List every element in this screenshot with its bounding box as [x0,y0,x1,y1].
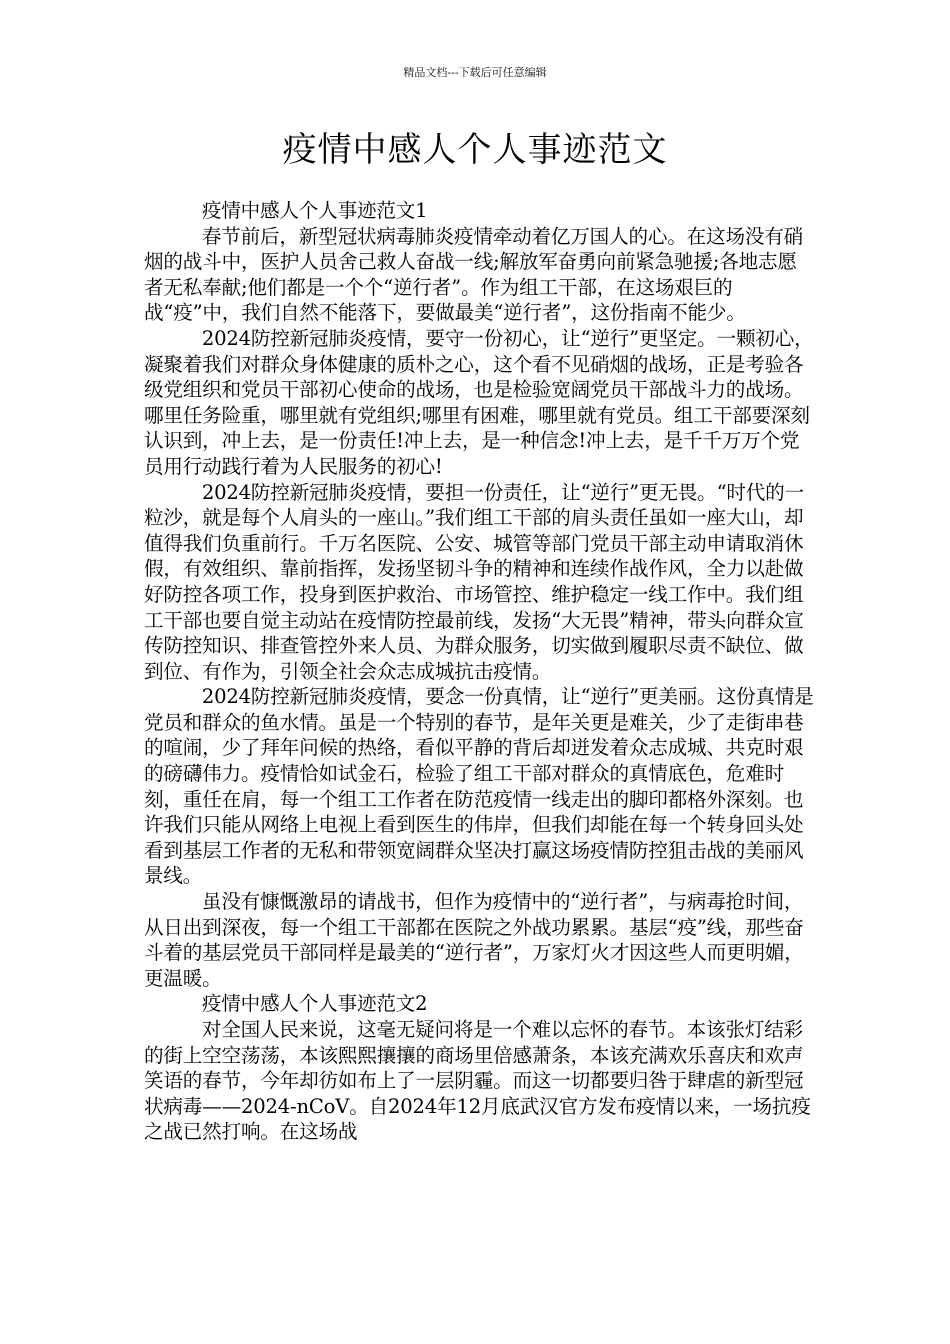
section-heading-2: 疫情中感人个人事迹范文2 [201,992,428,1016]
paragraph: 2024防控新冠肺炎疫情，要守一份初心，让“逆行”更坚定。一颗初心，凝聚着我们对群众身体健康的质朴之心，这个看不见硝烟的战场，正是考验各级党组织和党员干部初心使命的战场，也是检验宽阔党员干部战斗力的战场。哪里任务险重，哪里就有党组织;哪里有困难，哪里就有党员。组工干部要深刻认识到，冲上去，是一份责任!冲上去，是一种信念!冲上去，是千千万万个党员用行动践行着为人民服务的初心! [144,326,814,478]
paragraph: 虽没有慷慨激昂的请战书，但作为疫情中的“逆行者”，与病毒抢时间，从日出到深夜，每一个组工干部都在医院之外战功累累。基层“疫”线，那些奋斗着的基层党员干部同样是最美的“逆行者”，万家灯火才因这些人而更明媚，更温暖。 [144,890,804,990]
paragraph: 2024防控新冠肺炎疫情，要念一份真情，让“逆行”更美丽。这份真情是党员和群众的鱼水情。虽是一个特别的春节，是年关更是难关，少了走街串巷的喧闹，少了拜年问候的热络，看似平静的背后却迸发着众志成城、共克时艰的磅礴伟力。疫情恰如试金石，检验了组工干部对群众的真情底色，危难时刻，重任在肩，每一个组工工作者在防范疫情一线走出的脚印都格外深刻。也许我们只能从网络上电视上看到医生的伟岸，但我们却能在每一个转身回头处看到基层工作者的无私和带领宽阔群众坚决打赢这场疫情防控狙击战的美丽风景线。 [144,685,814,888]
paragraph: 对全国人民来说，这毫无疑问将是一个难以忘怀的春节。本该张灯结彩的街上空空荡荡，本该熙熙攘攘的商场里倍感萧条，本该充满欢乐喜庆和欢声笑语的春节，今年却彷如布上了一层阴霾。而这一切都要归咎于肆虐的新型冠状病毒——2024-nCoV。自2024年12月底武汉官方发布疫情以来，一场抗疫之战已然打响。在这场战 [144,1018,811,1144]
paragraph: 春节前后，新型冠状病毒肺炎疫情牵动着亿万国人的心。在这场没有硝烟的战斗中，医护人员舍己救人奋战一线;解放军奋勇向前紧急驰援;各地志愿者无私奉献;他们都是一个个“逆行者”。作为组工干部，在这场艰巨的战“疫”中，我们自然不能落下，要做最美“逆行者”，这份指南不能少。 [144,224,804,325]
document-title: 疫情中感人个人事迹范文 [282,130,668,170]
section-heading-1: 疫情中感人个人事迹范文1 [201,199,428,222]
page-header: 精品文档---下载后可任意编辑 [403,66,547,79]
document-body [144,198,814,1145]
paragraph: 2024防控新冠肺炎疫情，要担一份责任，让“逆行”更无畏。“时代的一粒沙，就是每个人肩头的一座山。”我们组工干部的肩头责任虽如一座大山，却值得我们负重前行。千万名医院、公安、城管等部门党员干部主动申请取消休假，有效组织、靠前指挥，发扬坚韧斗争的精神和连续作战作风，全力以赴做好防控各项工作，投身到医护救治、市场管控、维护稳定一线工作中。我们组工干部也要自觉主动站在疫情防控最前线，发扬“大无畏”精神，带头向群众宣传防控知识、排查管控外来人员、为群众服务，切实做到履职尽责不缺位、做到位、有作为，引领全社会众志成城抗击疫情。 [144,480,804,683]
